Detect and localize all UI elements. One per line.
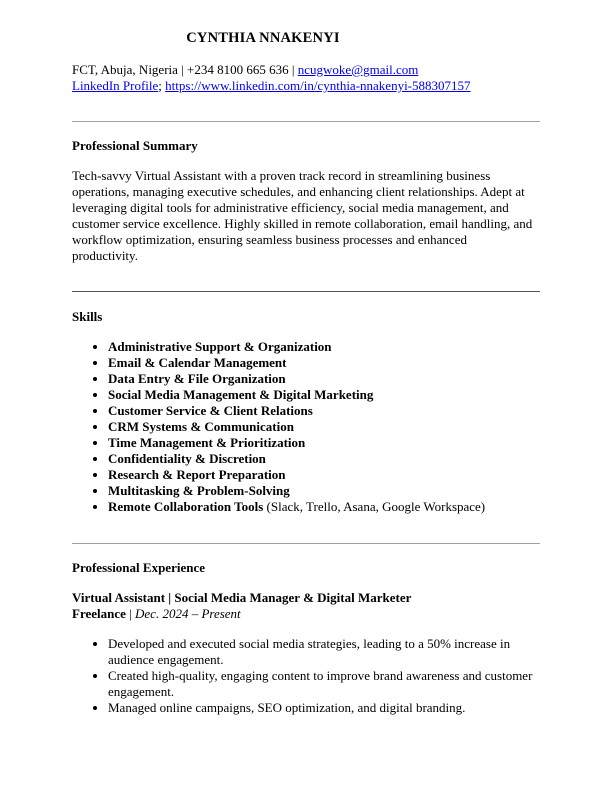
skill-item: • Research & Report Preparation xyxy=(108,467,485,483)
skills-list xyxy=(72,339,485,515)
contact-line xyxy=(72,62,471,78)
linkedin-line xyxy=(72,78,471,94)
job-bullets xyxy=(72,636,548,716)
contact-info xyxy=(72,62,471,94)
divider xyxy=(72,121,540,122)
skill-item: • Time Management & Prioritization xyxy=(108,435,485,451)
job-dates: Dec. 2024 – Present xyxy=(135,606,241,621)
divider xyxy=(72,291,540,292)
skill-item: • Email & Calendar Management xyxy=(108,355,485,371)
skill-item: • Social Media Management & Digital Marketing xyxy=(108,387,485,403)
skill-item: • Customer Service & Client Relations xyxy=(108,403,485,419)
skill-item: • Multitasking & Problem-Solving xyxy=(108,483,485,499)
skill-item: • CRM Systems & Communication xyxy=(108,419,485,435)
experience-heading: Professional Experience xyxy=(72,560,205,575)
linkedin-url-link[interactable]: https://www.linkedin.com/in/cynthia-nnakenyi-588307157 xyxy=(165,78,471,93)
job-header xyxy=(72,590,411,622)
skill-item: • Remote Collaboration Tools (Slack, Trello, Asana, Google Workspace) xyxy=(108,499,485,515)
candidate-name: CYNTHIA NNAKENYI xyxy=(186,30,340,46)
email-link[interactable]: ncugwoke@gmail.com xyxy=(297,62,419,77)
divider xyxy=(72,543,540,544)
job-bullet: • Developed and executed social media strategies, leading to a 50% increase in audience engagement. xyxy=(108,636,548,668)
skills-heading: Skills xyxy=(72,309,103,324)
job-bullet: • Managed online campaigns, SEO optimization, and digital branding. xyxy=(108,700,548,716)
summary-text: Tech-savvy Virtual Assistant with a proven track record in streamlining business operations, managing executive schedules, and enhancing client relationships. Adept at leveraging digital tools for administrative efficiency, social media management, and customer service excellence. Highly skilled in remote collaboration, email handling, and workflow optimization, ensuring seamless business processes and enhanced productivity. xyxy=(72,168,533,263)
linkedin-profile-link[interactable]: LinkedIn Profile xyxy=(72,78,159,93)
linkedin-separator: ; xyxy=(158,78,166,93)
skill-item: • Data Entry & File Organization xyxy=(108,371,485,387)
job-title: Virtual Assistant | Social Media Manager & Digital Marketer xyxy=(72,590,412,605)
job-company: Freelance xyxy=(72,606,126,621)
job-meta: Freelance | Dec. 2024 – Present xyxy=(72,606,241,621)
job-bullet: • Created high-quality, engaging content to improve brand awareness and customer engagement. xyxy=(108,668,548,700)
summary-heading: Professional Summary xyxy=(72,138,198,153)
skill-item: • Administrative Support & Organization xyxy=(108,339,485,355)
skill-item: • Confidentiality & Discretion xyxy=(108,451,485,467)
contact-text: FCT, Abuja, Nigeria | +234 8100 665 636 | xyxy=(72,62,298,77)
